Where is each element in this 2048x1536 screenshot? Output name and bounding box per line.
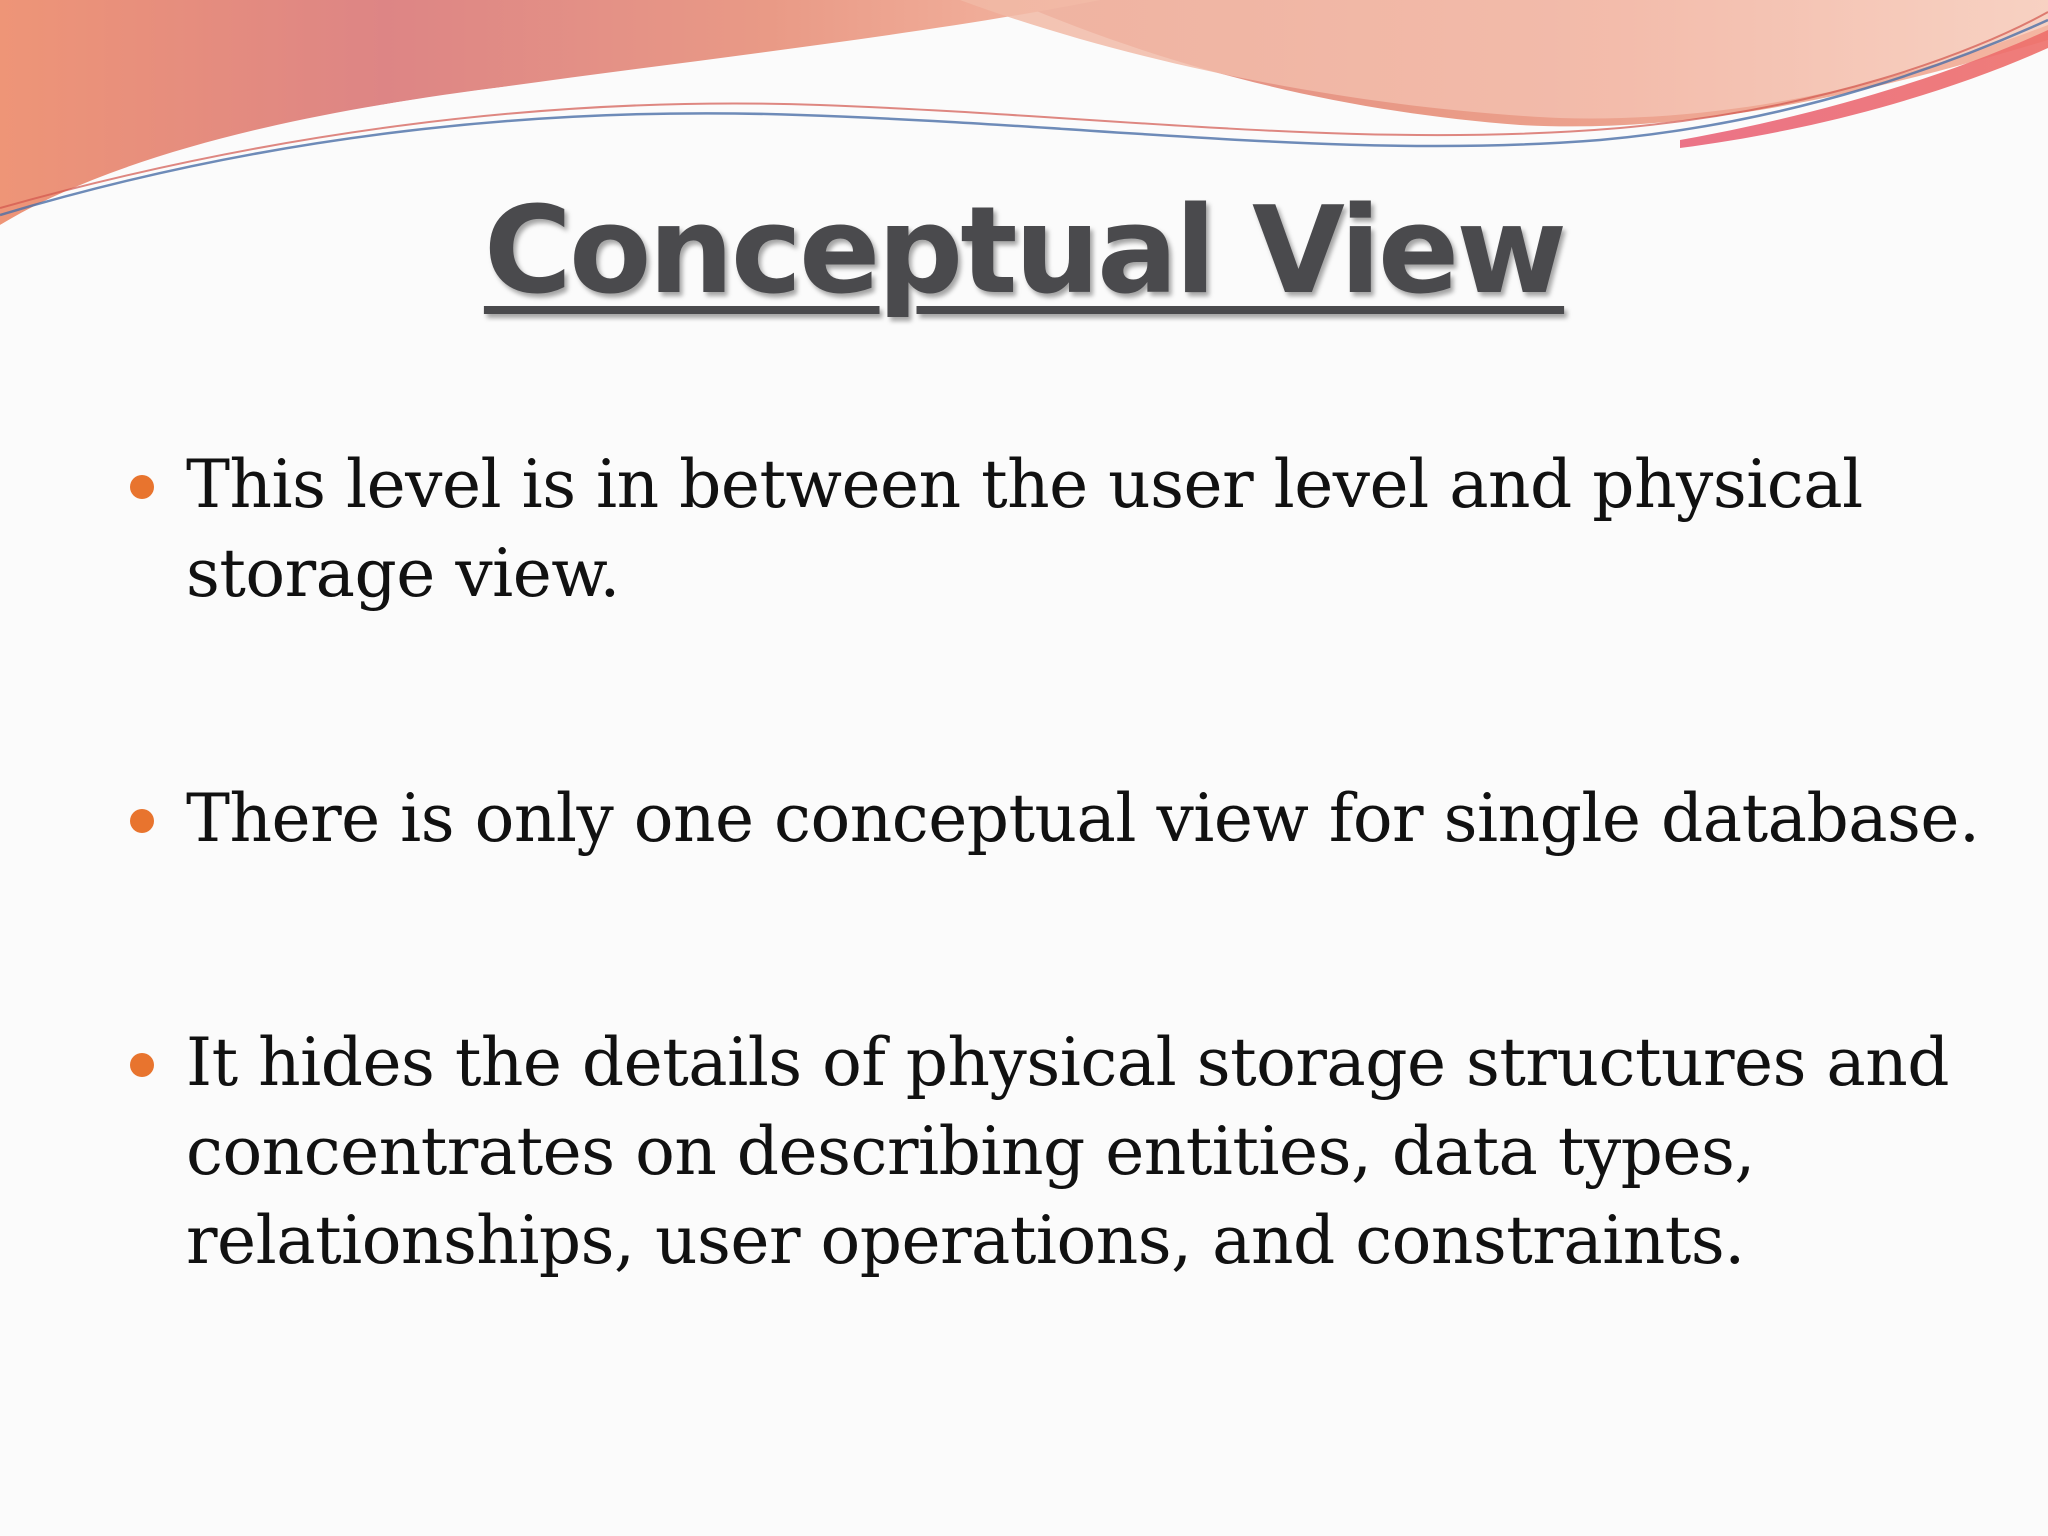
bullet-text: There is only one conceptual view for single database. — [186, 780, 1980, 857]
bullet-dot-icon — [130, 1053, 154, 1077]
bullet-text: This level is in between the user level and physical storage view. — [186, 446, 1863, 612]
bullet-dot-icon — [130, 475, 154, 499]
bullet-item — [130, 1018, 2006, 1285]
bullet-text: It hides the details of physical storage structures and concentrates on describing entities, data types, relationships, user operations, and constraints. — [186, 1024, 1950, 1279]
bullet-item — [130, 774, 2006, 863]
bullet-item — [130, 440, 2006, 618]
slide-title: Conceptual View — [483, 182, 1565, 321]
bullet-dot-icon — [130, 809, 154, 833]
